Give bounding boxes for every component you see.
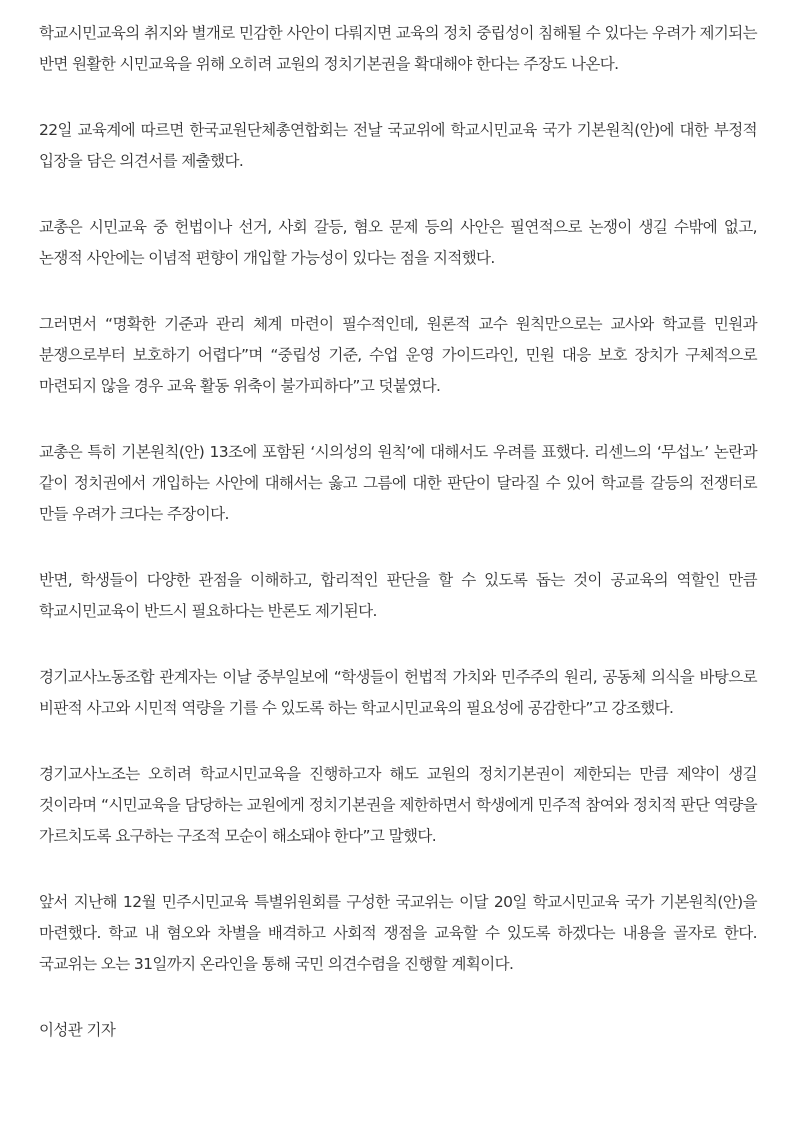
article-paragraph-5: 교총은 특히 기본원칙(안) 13조에 포함된 ‘시의성의 원칙’에 대해서도 우려를 표했다. 리센느의 ‘무섭노’ 논란과 같이 정치권에서 개입하는 사안에 대해서는 옳고 그름에 대한 판단이 달라질 수 있어 학교를 갈등의 전쟁터로 만들 우려가 크다는 주장이다.: [39, 443, 757, 523]
article-paragraph-4: 그러면서 “명확한 기준과 관리 체계 마련이 필수적인데, 원론적 교수 원칙만으로는 교사와 학교를 민원과 분쟁으로부터 보호하기 어렵다”며 “중립성 기준, 수업 운영 가이드라인, 민원 대응 보호 장치가 구체적으로 마련되지 않을 경우 교육 활동 위축이 불가피하다”고 덧붙였다.: [39, 315, 757, 395]
article-paragraph-3: 교총은 시민교육 중 헌법이나 선거, 사회 갈등, 혐오 문제 등의 사안은 필연적으로 논쟁이 생길 수밖에 없고, 논쟁적 사안에는 이념적 편향이 개입할 가능성이 있다는 점을 지적했다.: [39, 218, 757, 267]
article-paragraph-7: 경기교사노동조합 관계자는 이날 중부일보에 “학생들이 헌법적 가치와 민주주의 원리, 공동체 의식을 바탕으로 비판적 사고와 시민적 역량을 기를 수 있도록 하는 학교시민교육의 필요성에 공감한다”고 강조했다.: [39, 668, 757, 717]
article-body: [39, 18, 757, 1046]
article-paragraph-6: 반면, 학생들이 다양한 관점을 이해하고, 합리적인 판단을 할 수 있도록 돕는 것이 공교육의 역할인 만큼 학교시민교육이 반드시 필요하다는 반론도 제기된다.: [39, 571, 757, 620]
article-paragraph-2: 22일 교육계에 따르면 한국교원단체총연합회는 전날 국교위에 학교시민교육 국가 기본원칙(안)에 대한 부정적 입장을 담은 의견서를 제출했다.: [39, 121, 757, 170]
article-paragraph-1: 학교시민교육의 취지와 별개로 민감한 사안이 다뤄지면 교육의 정치 중립성이 침해될 수 있다는 우려가 제기되는 반면 원활한 시민교육을 위해 오히려 교원의 정치기본권을 확대해야 한다는 주장도 나온다.: [39, 24, 757, 73]
article-paragraph-8: 경기교사노조는 오히려 학교시민교육을 진행하고자 해도 교원의 정치기본권이 제한되는 만큼 제약이 생길 것이라며 “시민교육을 담당하는 교원에게 정치기본권을 제한하면서 학생에게 민주적 참여와 정치적 판단 역량을 가르치도록 요구하는 구조적 모순이 해소돼야 한다”고 말했다.: [39, 765, 757, 845]
reporter-byline: 이성관 기자: [39, 1021, 116, 1039]
article-paragraph-9: 앞서 지난해 12월 민주시민교육 특별위원회를 구성한 국교위는 이달 20일 학교시민교육 국가 기본원칙(안)을 마련했다. 학교 내 혐오와 차별을 배격하고 사회적 쟁점을 교육할 수 있도록 하겠다는 내용을 골자로 한다. 국교위는 오는 31일까지 온라인을 통해 국민 의견수렴을 진행할 계획이다.: [39, 893, 757, 973]
